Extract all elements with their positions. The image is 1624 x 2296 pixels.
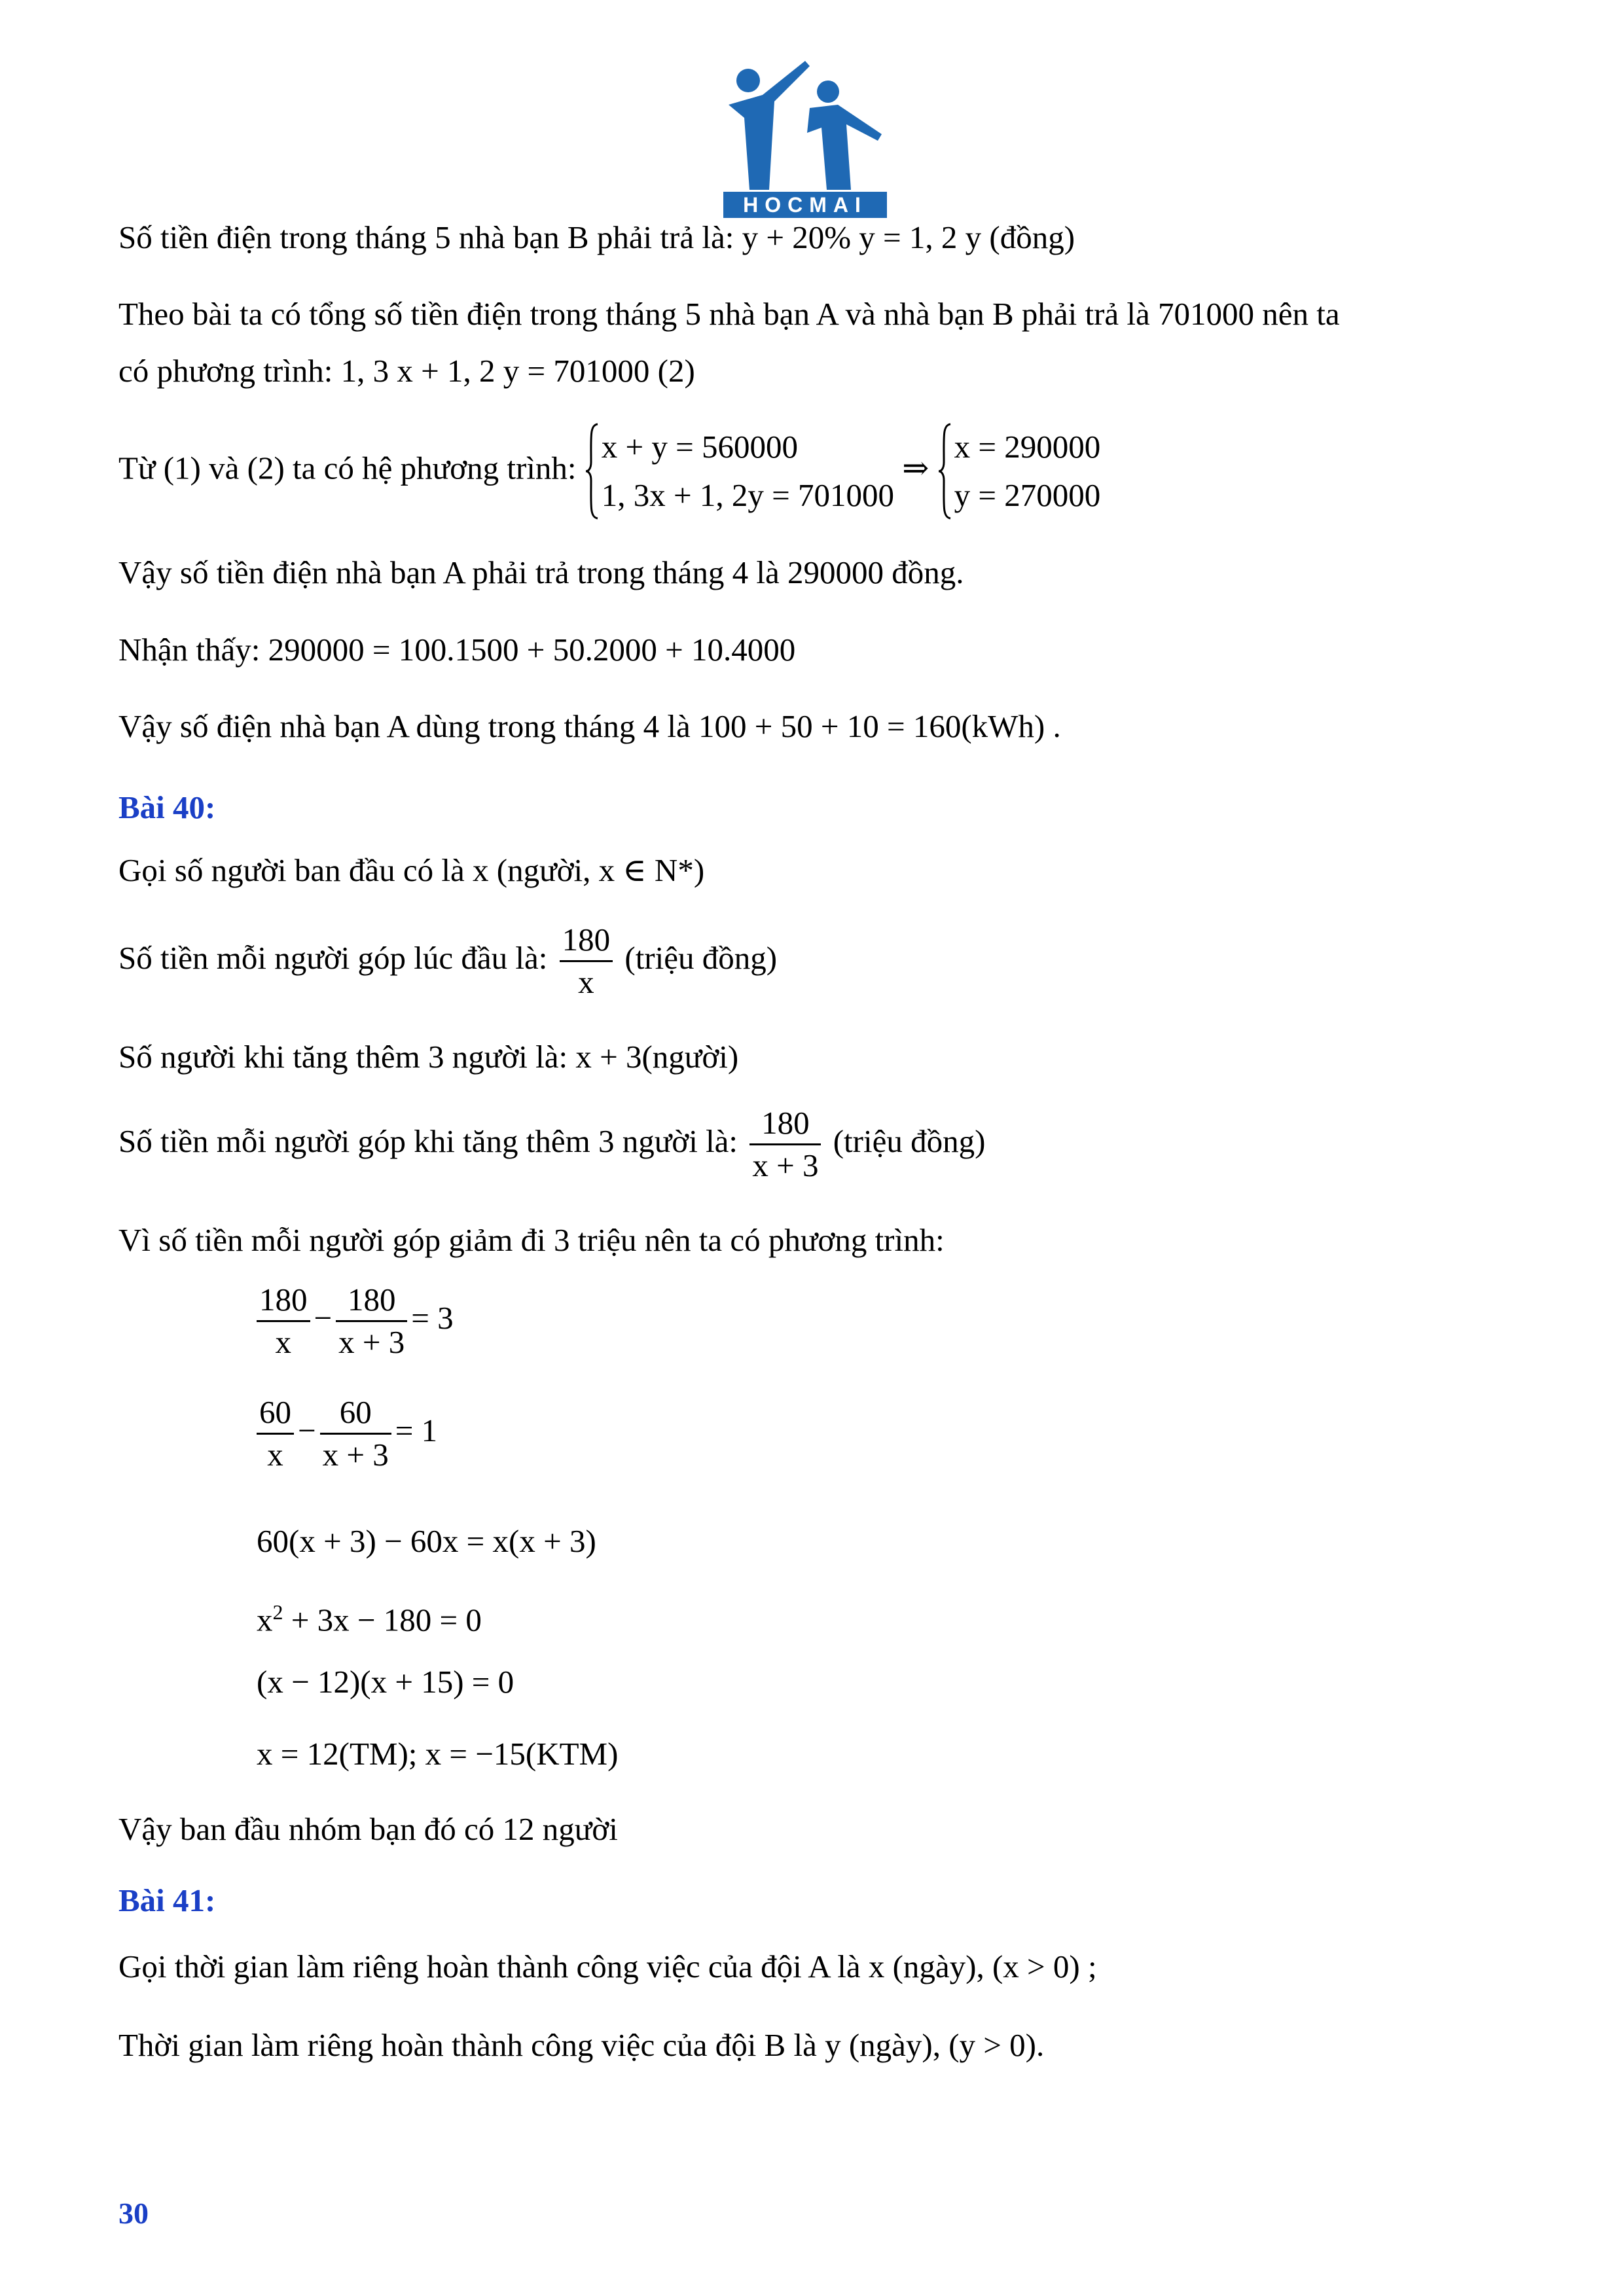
fraction xyxy=(560,920,613,1003)
minus-sign: − xyxy=(298,1412,316,1448)
bai41-line-1: Gọi thời gian làm riêng hoàn thành công việc của đội A là x (ngày), (x > 0) ; xyxy=(118,1948,1097,1984)
equation-4-base: x xyxy=(257,1602,273,1638)
logo-text: HOCMAI xyxy=(743,193,867,217)
bai41-line-2: Thời gian làm riêng hoàn thành công việc của đội B là y (ngày), (y > 0). xyxy=(118,2027,1045,2063)
bai40-line-2-prefix: Số tiền mỗi người góp lúc đầu là: xyxy=(118,939,548,976)
text-line-observation: Nhận thấy: 290000 = 100.1500 + 50.2000 + 10.4000 xyxy=(118,632,796,668)
numerator: 180 xyxy=(761,1105,810,1141)
equation-4 xyxy=(257,1592,482,1640)
minus-sign: − xyxy=(314,1299,333,1336)
text-line-kwh: Vậy số điện nhà bạn A dùng trong tháng 4 là 100 + 50 + 10 = 160(kWh) . xyxy=(118,708,1061,744)
equation-rhs: = 1 xyxy=(395,1412,438,1448)
fraction xyxy=(320,1392,391,1475)
denominator: x xyxy=(257,1433,294,1475)
denominator: x xyxy=(560,960,613,1003)
heading-bai-40: Bài 40: xyxy=(118,789,216,825)
equation-4-exponent: 2 xyxy=(272,1600,283,1624)
denominator: x + 3 xyxy=(749,1143,821,1186)
denominator: x + 3 xyxy=(336,1320,407,1363)
text-line-electricity-b: Số tiền điện trong tháng 5 nhà bạn B phải trả là: y + 20% y = 1, 2 y (đồng) xyxy=(118,219,1075,255)
bai40-line-4-suffix: (triệu đồng) xyxy=(833,1122,986,1159)
hocmai-logo-graphic xyxy=(723,56,893,223)
equation-2 xyxy=(257,1392,437,1475)
system-1-row-2: 1, 3x + 1, 2y = 701000 xyxy=(601,477,895,513)
equation-4-rest: + 3x − 180 = 0 xyxy=(283,1602,482,1638)
implies-arrow: ⇒ xyxy=(902,450,929,486)
system-1-row-1: x + y = 560000 xyxy=(601,429,799,465)
brace-icon xyxy=(937,423,952,520)
bai40-line-4 xyxy=(118,1103,985,1186)
denominator: x + 3 xyxy=(320,1433,391,1475)
fraction xyxy=(257,1392,294,1475)
equation-5: (x − 12)(x + 15) = 0 xyxy=(257,1664,514,1700)
denominator: x xyxy=(257,1320,310,1363)
system-2 xyxy=(937,423,1101,520)
numerator: 180 xyxy=(347,1282,396,1318)
system-2-row-1: x = 290000 xyxy=(954,429,1101,465)
brace-icon xyxy=(585,423,599,520)
text-line-total-electricity: Theo bài ta có tổng số tiền điện trong tháng 5 nhà bạn A và nhà bạn B phải trả là 701000 nên ta xyxy=(118,296,1340,332)
bai40-line-1: Gọi số người ban đầu có là x (người, x ∈ N*) xyxy=(118,852,705,888)
equation-rhs: = 3 xyxy=(411,1299,454,1336)
fraction xyxy=(749,1103,821,1186)
bai40-line-2 xyxy=(118,920,777,1003)
fraction xyxy=(257,1280,310,1363)
numerator: 180 xyxy=(259,1282,308,1318)
system-1 xyxy=(585,423,894,520)
bai40-line-3: Số người khi tăng thêm 3 người là: x + 3(người) xyxy=(118,1039,739,1075)
bai40-line-2-suffix: (triệu đồng) xyxy=(624,939,778,976)
system-of-equations-line xyxy=(118,423,1100,520)
equation-1 xyxy=(257,1280,454,1363)
system-2-row-2: y = 270000 xyxy=(954,477,1101,513)
numerator: 60 xyxy=(259,1394,291,1430)
numerator: 180 xyxy=(562,922,611,958)
text-line-equation-2: có phương trình: 1, 3 x + 1, 2 y = 701000 (2) xyxy=(118,353,695,389)
fraction xyxy=(336,1280,407,1363)
heading-bai-41: Bài 41: xyxy=(118,1882,216,1918)
hocmai-logo xyxy=(723,56,893,223)
equation-6: x = 12(TM); x = −15(KTM) xyxy=(257,1736,619,1772)
system-prefix: Từ (1) và (2) ta có hệ phương trình: xyxy=(118,450,577,486)
numerator: 60 xyxy=(339,1394,372,1430)
page-number: 30 xyxy=(118,2197,149,2230)
text-line-result-a: Vậy số tiền điện nhà bạn A phải trả trong tháng 4 là 290000 đồng. xyxy=(118,554,964,590)
bai40-line-5: Vì số tiền mỗi người góp giảm đi 3 triệu nên ta có phương trình: xyxy=(118,1222,945,1258)
equation-3: 60(x + 3) − 60x = x(x + 3) xyxy=(257,1523,596,1559)
bai40-conclusion: Vậy ban đầu nhóm bạn đó có 12 người xyxy=(118,1811,618,1847)
bai40-line-4-prefix: Số tiền mỗi người góp khi tăng thêm 3 người là: xyxy=(118,1122,738,1159)
